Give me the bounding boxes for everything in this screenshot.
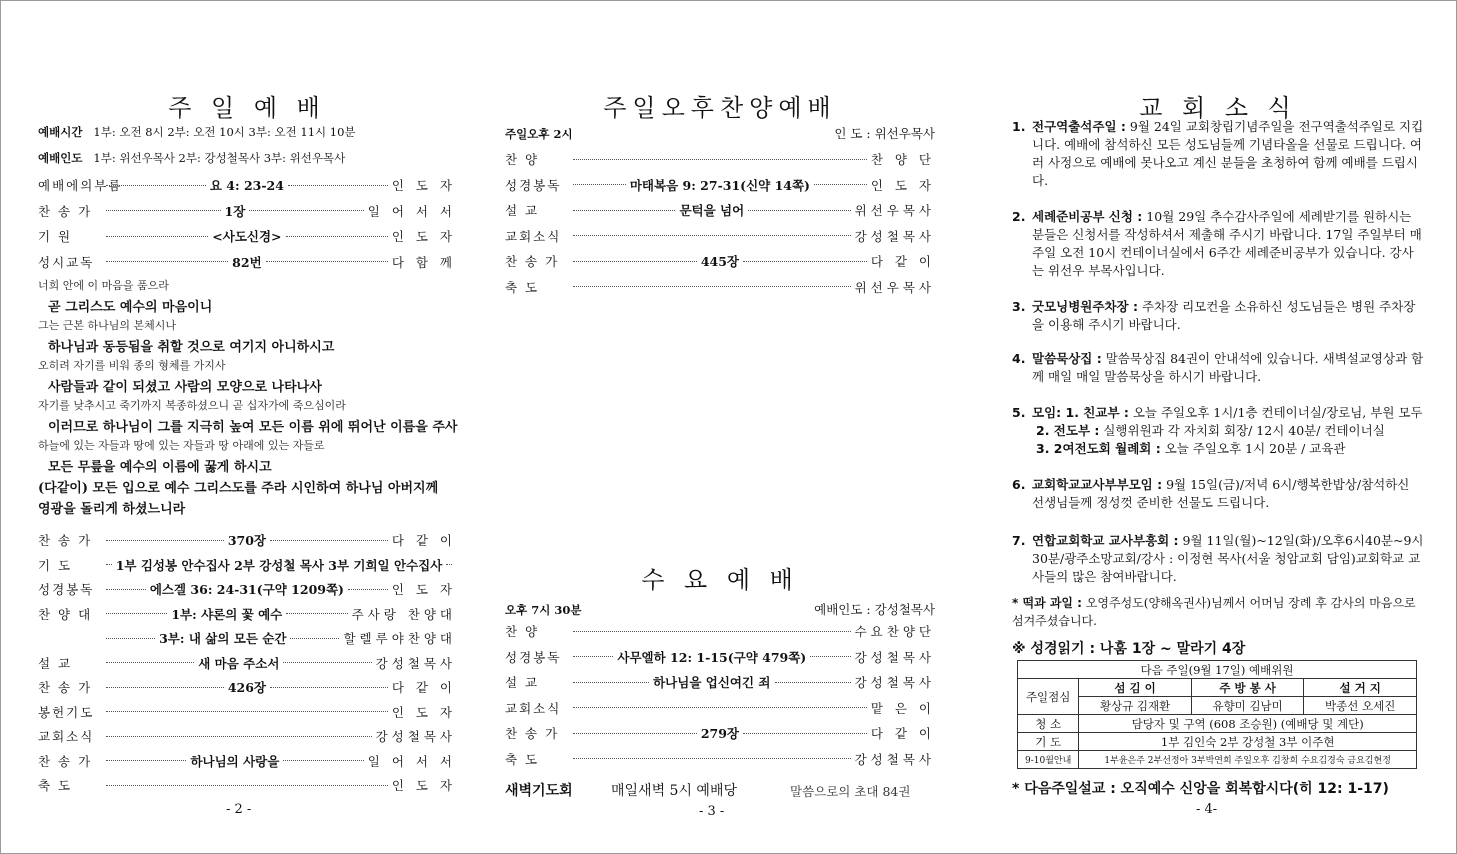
order-row — [505, 148, 935, 170]
responsive-reading-people: 곧 그리스도 예수의 마음이니 — [48, 300, 213, 315]
order-item: 에스겔 36: 24-31(구약 1209쪽) — [149, 582, 344, 597]
wednesday-service-title: 수 요 예 배 — [641, 566, 799, 594]
order-performer: 위선우목사 — [854, 279, 935, 295]
news-heading: 전구역출석주일 : — [1032, 119, 1126, 134]
order-performer: 다 함 께 — [391, 254, 457, 270]
order-label: 축 도 — [38, 778, 73, 793]
order-row — [505, 646, 935, 668]
news-item — [1012, 118, 1424, 190]
leader-dots — [573, 235, 851, 236]
afternoon-leader: 인 도 : 위선우목사 — [834, 126, 935, 141]
order-performer: 다 같 이 — [391, 533, 457, 548]
order-row — [38, 725, 456, 747]
duty-date-label: 9-10월안내 — [1018, 751, 1079, 769]
leader-dots — [249, 210, 364, 211]
church-news-title: 교 회 소 식 — [1139, 94, 1297, 122]
order-performer: 주사랑 찬양대 — [351, 606, 456, 622]
news-number: 1. — [1012, 119, 1026, 134]
duty-section-label: 주일점심 — [1018, 679, 1079, 715]
news-number: 6. — [1012, 477, 1026, 492]
order-item: 하나님의 사랑을 — [190, 753, 280, 769]
leader-dots — [573, 733, 697, 734]
meeting-line — [1036, 422, 1424, 440]
order-item: 문턱을 넘어 — [679, 203, 745, 218]
wednesday-time: 오후 7시 30분 — [505, 603, 582, 617]
bible-reading: ※ 성경읽기 : 나훔 1장 ~ 말라기 4장 — [1012, 641, 1246, 657]
leader-dots — [573, 758, 851, 759]
order-row — [38, 578, 456, 600]
page-3-column — [505, 0, 935, 854]
leader-dots — [106, 785, 388, 786]
order-performer: 인 도 자 — [391, 778, 456, 793]
order-row — [505, 697, 935, 719]
responsive-reading-leader: 오히려 자기를 비워 종의 형체를 가지사 — [38, 359, 226, 372]
order-label: 찬 송 가 — [38, 680, 93, 695]
food-note: * 떡과 과일 : 오영주성도(양해옥권사)님께서 어머님 장례 후 감사의 마음으로 섬겨주셨습니다. — [1012, 596, 1416, 628]
order-label: 축 도 — [505, 279, 540, 295]
order-performer: 일 어 서 서 — [367, 753, 456, 769]
order-performer: 다 같 이 — [391, 680, 457, 695]
order-performer: 일 어 서 서 — [367, 203, 457, 219]
order-row — [38, 701, 456, 723]
order-row — [38, 603, 456, 625]
order-label: 찬 양 — [505, 624, 540, 639]
leader-dots — [446, 564, 452, 565]
leader-dots — [106, 589, 146, 590]
order-row — [38, 225, 456, 247]
leader-dots — [106, 760, 186, 761]
leader-dots — [106, 711, 388, 712]
page-number: - 3 - — [699, 804, 725, 819]
responsive-reading-leader: 자기를 낮추시고 죽기까지 복종하셨으니 곧 십자가에 죽으심이라 — [38, 399, 346, 412]
order-item: 1장 — [224, 203, 246, 219]
meeting-text: 실행위원과 각 자치회 회장/ 12시 40분/ 컨테이너실 — [1103, 423, 1385, 438]
duty-header: 주 방 봉 사 — [1191, 679, 1304, 697]
news-item — [1012, 298, 1424, 334]
duty-cell: 박종선 오세진 — [1304, 697, 1417, 715]
order-row — [505, 174, 935, 196]
order-item: 사무엘하 12: 1-15(구약 479쪽) — [617, 649, 807, 665]
news-text: 10월 29일 추수감사주일에 세례받기를 원하시는 분들은 신청서를 작성하셔서 제출해 주시기 바랍니다. 17일 주일부터 매 주일 오전 10시 컨테이너실에서 6주간 세례준비공부가 있습니다. 강사는 위선우 부목사입니다. — [1032, 209, 1422, 278]
news-heading: 굿모닝병원주차장 : — [1032, 299, 1138, 314]
leader-dots — [573, 159, 867, 160]
duty-header: 섬 김 이 — [1079, 679, 1192, 697]
news-text: 9월 24일 교회창립기념주일을 전구역출석주일로 지킵니다. 예배에 참석하신 모든 성도님들께 기념타올을 선물로 드립니다. 여러 사정으로 예배에 못나오고 계신 분들을 초청하여 함께 예배를 드립시다. — [1032, 119, 1424, 188]
page-4-column — [1012, 0, 1424, 854]
news-number: 7. — [1012, 533, 1026, 548]
responsive-reading-people: 사람들과 같이 되셨고 사람의 모양으로 나타나사 — [48, 380, 322, 395]
order-label: 찬 송 가 — [505, 254, 560, 269]
order-item: 새 마음 주소서 — [198, 655, 280, 671]
order-label: 설 교 — [38, 655, 73, 671]
order-label: 성시교독 — [38, 254, 95, 270]
news-text: 9월 15일(금)/저녁 6시/행복한밥상/참석하신 선생님들께 정성껏 준비한 선물도 드립니다. — [1032, 477, 1410, 510]
responsive-reading-people: 이러므로 하나님이 그를 지극히 높여 모든 이름 위에 뛰어난 이름을 주사 — [48, 420, 458, 435]
meeting-text: 오늘 주일오후 1시 20분 / 교육관 — [1164, 441, 1346, 456]
duty-header: 설 거 지 — [1304, 679, 1417, 697]
order-row — [505, 250, 935, 272]
order-performer: 강성철목사 — [375, 655, 457, 671]
duty-clean-text: 담당자 및 구역 (608 조승원) (예배당 및 계단) — [1079, 715, 1417, 733]
order-label: 찬 양 대 — [38, 606, 93, 622]
leader-dots — [573, 184, 626, 185]
order-label: 성경봉독 — [505, 177, 562, 193]
order-label: 교회소식 — [505, 700, 562, 716]
leader-dots — [270, 540, 388, 541]
afternoon-service-title: 주일오후찬양예배 — [603, 94, 837, 122]
page-2-column — [38, 0, 456, 854]
duty-clean-label: 청 소 — [1018, 715, 1079, 733]
order-label: 설 교 — [505, 203, 540, 218]
order-row — [505, 748, 935, 770]
leader-dots — [748, 210, 850, 211]
order-item: <사도신경> — [212, 229, 282, 244]
order-label: 설 교 — [505, 675, 540, 690]
order-row — [38, 529, 456, 551]
order-item: 3부: 내 삶의 모든 순간 — [159, 631, 287, 646]
page-number: - 4- — [1196, 802, 1218, 817]
order-row — [505, 722, 935, 744]
order-performer: 강성철목사 — [375, 729, 456, 744]
order-row — [505, 620, 935, 642]
news-heading: 연합교회학교 교사부흥회 : — [1032, 533, 1179, 548]
news-item — [1012, 208, 1424, 280]
news-number: 3. — [1012, 299, 1026, 314]
order-performer: 위선우목사 — [854, 203, 935, 218]
news-item — [1012, 476, 1424, 512]
leader-dots — [106, 185, 206, 186]
dawn-prayer-note: 말씀으로의 초대 84권 — [790, 784, 911, 799]
order-row — [38, 750, 456, 772]
news-heading: 말씀묵상집 : — [1032, 351, 1102, 366]
responsive-reading-leader: 그는 근본 하나님의 본체시나 — [38, 319, 177, 332]
order-label: 기 도 — [38, 557, 73, 573]
next-sermon: * 다음주일설교 : 오직예수 신앙을 회복합시다(히 12: 1-17) — [1012, 781, 1389, 797]
meeting-heading: 3. 2여전도회 월례회 : — [1036, 441, 1161, 456]
order-item: 426장 — [227, 680, 266, 695]
order-item: 1부: 샤론의 꽃 예수 — [171, 606, 283, 622]
duty-table — [1017, 660, 1417, 769]
order-label: 축 도 — [505, 751, 540, 767]
order-row — [38, 676, 456, 698]
order-label: 찬 양 — [505, 152, 540, 167]
leader-dots — [106, 662, 194, 663]
news-number: 4. — [1012, 351, 1026, 366]
news-text: 오늘 주일오후 1시/1층 컨테이너실/장로님, 부원 모두 — [1132, 405, 1423, 420]
order-item: 370장 — [227, 533, 266, 548]
wednesday-leader: 예배인도 : 강성철목사 — [814, 602, 935, 617]
leader-dots — [106, 613, 167, 614]
order-label: 성경봉독 — [505, 649, 562, 665]
news-text: 9월 11일(월)~12일(화)/오후6시40분~9시30분/광주소망교회/강사 : 이정현 목사(서울 청암교회 담임)교회학교 교사들의 많은 참여바랍니다. — [1032, 533, 1424, 584]
duty-cell: 황상규 김재환 — [1079, 697, 1192, 715]
order-label: 기 원 — [38, 229, 73, 244]
duty-cell: 유향미 김남미 — [1191, 697, 1304, 715]
order-label: 성경봉독 — [38, 582, 95, 597]
leader-dots — [266, 261, 388, 262]
service-time: 예배시간 1부: 오전 8시 2부: 오전 10시 3부: 오전 11시 10분 — [38, 125, 356, 139]
order-item: 445장 — [700, 254, 739, 269]
dawn-prayer-text: 매일새벽 5시 예배당 — [611, 783, 737, 799]
news-number: 5. — [1012, 405, 1026, 420]
order-performer: 인 도 자 — [391, 178, 457, 193]
order-performer: 다 같 이 — [870, 726, 936, 741]
order-performer: 인 도 자 — [391, 704, 456, 720]
responsive-reading-leader: 하늘에 있는 자들과 땅에 있는 자들과 땅 아래에 있는 자들로 — [38, 439, 325, 452]
news-number: 2. — [1012, 209, 1026, 224]
order-label: 봉헌기도 — [38, 704, 95, 720]
news-text: 주차장 리모컨을 소유하신 성도님들은 병원 주차장을 이용해 주시기 바랍니다. — [1032, 299, 1416, 332]
order-item: 82번 — [232, 254, 262, 270]
order-label: 교회소식 — [38, 729, 95, 744]
order-performer: 찬 양 단 — [870, 152, 935, 167]
leader-dots — [106, 736, 372, 737]
responsive-reading-leader: 너희 안에 이 마음을 품으라 — [38, 279, 169, 292]
responsive-reading-people: 모든 무릎을 예수의 이름에 꿇게 하시고 — [48, 460, 272, 475]
order-performer: 인 도 자 — [391, 582, 456, 597]
leader-dots — [573, 286, 851, 287]
responsive-reading-people: (다같이) 모든 입으로 예수 그리스도를 주라 시인하여 하나님 아버지께 — [38, 481, 439, 496]
news-item — [1012, 404, 1424, 458]
service-leaders: 예배인도 1부: 위선우목사 2부: 강성철목사 3부: 위선우목사 — [38, 151, 346, 165]
order-performer: 강성철목사 — [854, 751, 935, 767]
news-heading: 세례준비공부 신청 : — [1032, 209, 1143, 224]
leader-dots — [573, 261, 697, 262]
leader-dots — [106, 638, 155, 639]
order-performer: 맡 은 이 — [870, 700, 935, 716]
order-item: 279장 — [700, 726, 739, 741]
order-row — [38, 774, 456, 796]
order-item: 요 4: 23-24 — [209, 178, 284, 193]
leader-dots — [348, 589, 388, 590]
order-row — [505, 276, 935, 298]
leader-dots — [283, 760, 363, 761]
order-row — [38, 554, 456, 576]
order-label: 찬 송 가 — [38, 533, 93, 548]
order-performer: 강성철목사 — [854, 649, 935, 665]
news-heading: 모임: 1. 친교부 : — [1032, 405, 1129, 420]
order-performer: 강성철목사 — [854, 228, 935, 244]
leader-dots — [106, 564, 112, 565]
leader-dots — [283, 662, 371, 663]
order-item: 하나님을 업신여긴 죄 — [653, 675, 771, 690]
duty-pray-label: 기 도 — [1018, 733, 1079, 751]
meeting-line — [1036, 440, 1424, 458]
leader-dots — [573, 656, 613, 657]
news-heading: 교회학교교사부부모임 : — [1032, 477, 1163, 492]
order-performer: 할렐루야찬양대 — [343, 631, 457, 646]
order-row — [38, 251, 456, 273]
dawn-prayer-label: 새벽기도회 — [505, 783, 573, 799]
responsive-reading-people: 영광을 돌리게 하셨느니라 — [38, 502, 186, 517]
page-number: - 2 - — [226, 802, 252, 817]
leader-dots — [106, 687, 224, 688]
duty-title: 다음 주일(9월 17일) 예배위원 — [1018, 661, 1417, 679]
leader-dots — [286, 236, 388, 237]
order-label: 찬 송 가 — [38, 203, 93, 219]
order-performer: 인 도 자 — [870, 177, 936, 193]
afternoon-time: 주일오후 2시 — [505, 127, 573, 141]
leader-dots — [775, 682, 851, 683]
responsive-reading-people: 하나님과 동등됨을 취할 것으로 여기지 아니하시고 — [48, 340, 335, 355]
leader-dots — [743, 733, 867, 734]
order-performer: 강성철목사 — [854, 675, 935, 690]
leader-dots — [270, 687, 388, 688]
leader-dots — [573, 210, 675, 211]
order-row — [505, 671, 935, 693]
leader-dots — [573, 682, 649, 683]
order-label: 교회소식 — [505, 228, 562, 244]
order-performer: 수요찬양단 — [854, 624, 935, 639]
meeting-heading: 2. 전도부 : — [1036, 423, 1100, 438]
leader-dots — [810, 656, 850, 657]
order-row — [38, 652, 456, 674]
duty-pray-text: 1부 김인숙 2부 강성철 3부 이주현 — [1079, 733, 1417, 751]
order-label: 예배에의부름 — [38, 178, 123, 193]
sunday-service-title: 주 일 예 배 — [168, 94, 326, 122]
order-label: 찬 송 가 — [38, 753, 93, 769]
order-row — [38, 200, 456, 222]
leader-dots — [106, 261, 228, 262]
leader-dots — [288, 185, 388, 186]
leader-dots — [106, 236, 208, 237]
leader-dots — [743, 261, 867, 262]
leader-dots — [290, 638, 339, 639]
order-item: 1부 김성봉 안수집사 2부 강성철 목사 3부 기희일 안수집사 — [115, 557, 443, 573]
leader-dots — [286, 613, 347, 614]
news-item — [1012, 532, 1424, 586]
order-row — [505, 199, 935, 221]
order-label: 찬 송 가 — [505, 726, 560, 741]
order-row — [505, 225, 935, 247]
order-item: 마태복음 9: 27-31(신약 14쪽) — [629, 177, 810, 193]
order-row — [38, 627, 456, 649]
order-performer: 인 도 자 — [391, 229, 456, 244]
news-item — [1012, 350, 1424, 386]
leader-dots — [573, 631, 851, 632]
duty-date-text: 1부윤은주 2부선정아 3부박연희 주일오후 김창희 수요김경숙 금요김현정 — [1079, 751, 1417, 769]
leader-dots — [106, 210, 221, 211]
order-performer: 다 같 이 — [870, 254, 936, 269]
leader-dots — [573, 707, 867, 708]
order-row — [38, 174, 456, 196]
leader-dots — [106, 540, 224, 541]
news-text: 말씀묵상집 84권이 안내석에 있습니다. 새벽설교영상과 함께 매일 매일 말씀묵상을 하시기 바랍니다. — [1032, 351, 1424, 384]
leader-dots — [814, 184, 867, 185]
